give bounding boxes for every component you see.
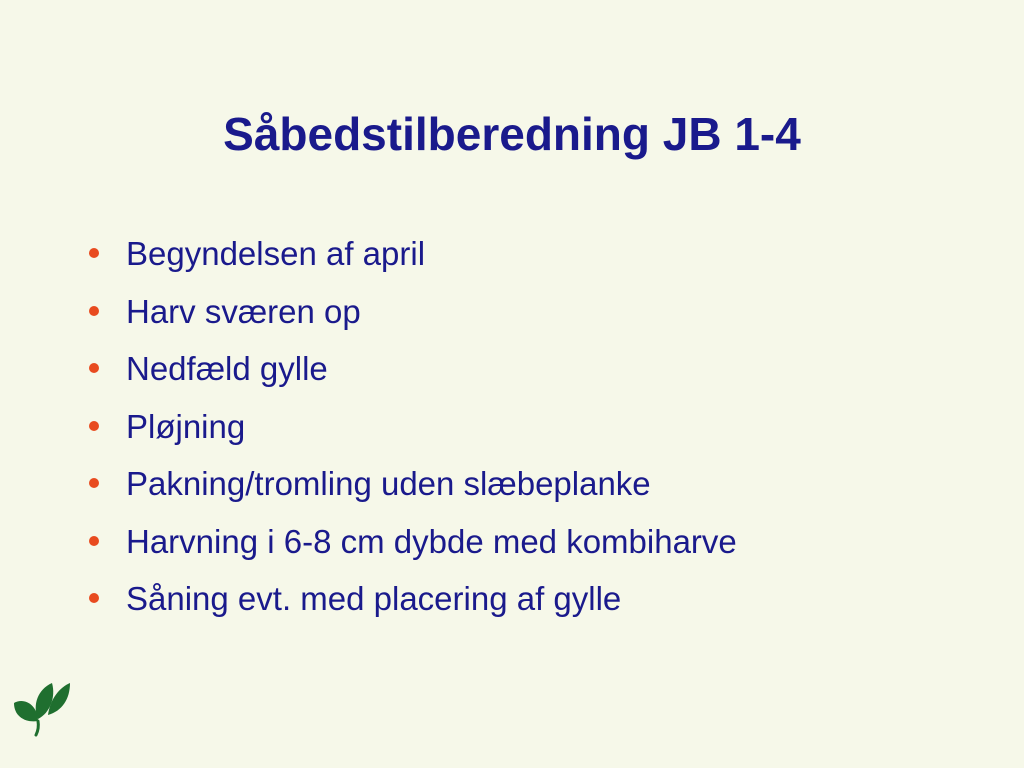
bullet-text: Såning evt. med placering af gylle bbox=[126, 580, 622, 617]
list-item bbox=[84, 513, 737, 571]
bullet-dot-icon bbox=[89, 593, 99, 603]
bullet-text: Harvning i 6-8 cm dybde med kombiharve bbox=[126, 522, 737, 560]
bullet-text: Begyndelsen af april bbox=[126, 235, 426, 272]
bullet-dot-icon bbox=[89, 478, 99, 488]
list-item bbox=[84, 340, 737, 398]
leaf-sprout-logo-icon bbox=[8, 675, 72, 739]
bullet-dot-icon bbox=[89, 248, 99, 258]
list-item bbox=[84, 225, 737, 283]
bullet-dot-icon bbox=[89, 536, 99, 546]
list-item bbox=[84, 455, 737, 513]
bullet-text: Pakning/tromling uden slæbeplanke bbox=[126, 465, 651, 502]
bullet-dot-icon bbox=[89, 363, 99, 373]
list-item bbox=[84, 570, 737, 628]
list-item bbox=[84, 283, 737, 341]
bullet-list bbox=[84, 225, 737, 628]
bullet-text: Nedfæld gylle bbox=[126, 350, 328, 387]
bullet-text: Pløjning bbox=[126, 407, 246, 445]
list-item bbox=[84, 398, 737, 456]
bullet-dot-icon bbox=[89, 421, 99, 431]
bullet-text: Harv sværen op bbox=[126, 292, 361, 330]
slide-title: Såbedstilberedning JB 1-4 bbox=[223, 108, 801, 160]
bullet-dot-icon bbox=[89, 306, 99, 316]
